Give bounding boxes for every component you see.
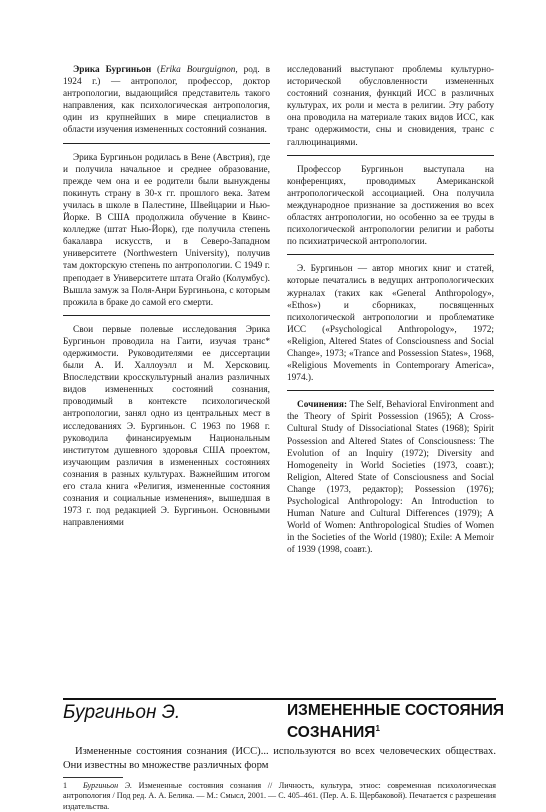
conferences-paragraph: Профессор Бургиньон выступала на конференциях, проводимых Американской антропологической ассоциацией. Она получила международное признание за достижения во всех областях антропологии, но особенно за ее труды в психологической антропологии религии и работы по психиатрической антропологии. [287, 164, 494, 248]
works-paragraph [287, 399, 494, 556]
footnote-text: Измененные состояния сознания // Личность, культура, этнос: современная психологическая антропология / Под ред. А. А. Белика. — М.: Смысл, 2001. — С. 405–461. (Пер. А. Б. Щербаковой). Печатается с разрешения издательства. [63, 781, 496, 811]
footnote [63, 781, 496, 812]
bio-paren-open: ( [151, 65, 161, 75]
article-intro-paragraph: Измененные состояния сознания (ИСС)... используются во всех человеческих обществах. Они известны во множестве различных форм [63, 746, 496, 771]
title-footnote-ref: 1 [375, 724, 380, 733]
footnote-author: Бургиньон Э. [83, 781, 133, 790]
left-column [63, 64, 270, 535]
footnote-divider [63, 777, 123, 778]
right-column [287, 64, 494, 562]
article-author: Бургиньон Э. [63, 702, 181, 723]
works-label: Сочинения: [297, 400, 348, 411]
article-title-line2: СОЗНАНИЯ [287, 724, 376, 742]
conferences-block [287, 164, 494, 256]
publications-paragraph: Э. Бургиньон — автор многих книг и статей, которые печатались в ведущих антропологических журналах (таких как «General Anthropology», «Ethos») и сборниках, посвященных психологической антропологии и проблематике ИСС («Psychological Anthropology», 1972; «Religion, Altered States of Consciousness and Social Change», 1973; «Trance and Possession States», 1968, «Religious Movements in Contemporary America», 1974.). [287, 264, 494, 384]
bio-research-block [63, 324, 270, 536]
bio-latin-name: Erika Bourguignon [160, 65, 236, 75]
research-continued-block [287, 64, 494, 156]
article-title [287, 702, 507, 742]
section-divider [63, 698, 496, 700]
bio-intro-block [63, 64, 270, 144]
footnote-number: 1 [63, 781, 68, 790]
article-intro [63, 745, 496, 773]
bio-intro-text: , род. в 1924 г.) — антрополог, профессор, доктор антропологии, выдающийся представитель такого направления, как психологическая антропология, один из крупнейших в мире специалистов в области изучения измененных состояний сознания. [63, 65, 270, 136]
bio-research-paragraph: Свои первые полевые исследования Эрика Бургиньон проводила на Гаити, изучая транс* одержимости. Руководителями ее диссертации были А. И. Халлоуэлл и М. Херсковиц. Впоследствии кросскультурный анализ различных видов измененных состояний сознания, проводимый в контексте психологической антропологии, занял одно из центральных мест в исследованиях Э. Бургиньон. С 1963 по 1968 г. руководила финансируемым Национальным институтом душевного здоровья США проектом, изучающим различия в измененных состояниях сознания в разных культурах. Важнейшим итогом его стала книга «Религия, измененные состояния сознания и социальные изменения», вышедшая в 1973 г. под редакцией Э. Бургиньон. Основными направлениями [63, 324, 270, 529]
publications-block [287, 263, 494, 391]
bio-intro-paragraph [63, 64, 270, 137]
works-block [287, 399, 494, 562]
research-continued-paragraph: исследований выступают проблемы культурно-исторической обусловленности измененных состояний сознания, функций ИСС в различных культурах, их роли и места в религии. Эту работу она проводила на материале таких видов ИСС, как транс одержимости, сны и сновидения, транс с галлюцинациями. [287, 65, 494, 148]
bio-life-paragraph: Эрика Бургиньон родилась в Вене (Австрия), где и получила начальное и среднее образование, прежде чем она и ее родители были вынуждены покинуть страну в 30-х гг. прошлого века. Затем училась в школе в Палестине, Швейцарии и Нью-Йорке. В США продолжила обучение в Квинс-колледже (штат Нью-Йорк), где получила степень бакалавра искусств, и в Северо-Западном университете (Northwestern University), получив там докторскую степень по антропологии. С 1949 г. преподает в Университете штата Огайо (Колумбус). Вышла замуж за Поля-Анри Бургиньона, с которым прожила в браке до самой его смерти. [63, 152, 270, 308]
article-title-line1: ИЗМЕНЕННЫЕ СОСТОЯНИЯ [287, 702, 505, 719]
works-text: The Self, Behavioral Environment and the Theory of Spirit Possession (1965); A Cross-Cultural Study of Dissociational States (1968); Spirit Possession and Altered States of Consciousness: The Evolution of an Inquiry (1972); Diversity and Homogeneity in World Societies (1973, соавт.); Religion, Altered State of Consciousness and Social Change (1973, редактор); Possession (1976); Psychological Anthropology: An Introduction to Human Nature and Cultural Differences (1979); A World of Women: Anthropological Studies of Women in the Societies of the World (1980); Exile: A Memoir of 1939 (1998, соавт.). [287, 400, 494, 556]
bio-name: Эрика Бургиньон [73, 65, 152, 75]
bio-life-block [63, 152, 270, 316]
